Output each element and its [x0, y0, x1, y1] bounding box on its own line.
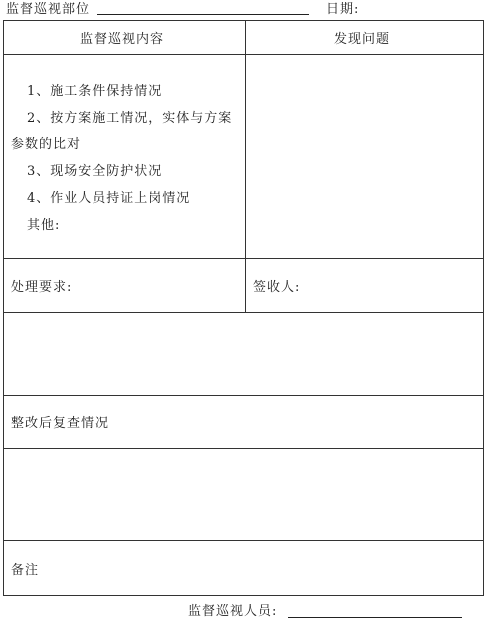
handling-requirement-field[interactable] — [4, 313, 483, 394]
receiver-label: 签收人: — [253, 280, 301, 295]
content-item-4: 4、作业人员持证上岗情况 — [27, 191, 191, 206]
remarks-label: 备注 — [11, 563, 40, 578]
inspector-field[interactable] — [288, 617, 462, 618]
date-label: 日期: — [326, 2, 360, 17]
content-item-1: 1、施工条件保持情况 — [27, 84, 163, 99]
inspector-label: 监督巡视人员: — [188, 604, 278, 619]
location-field[interactable] — [97, 14, 309, 15]
issues-found-field[interactable] — [246, 55, 483, 257]
content-column-header: 监督巡视内容 — [80, 32, 165, 47]
content-item-3: 3、现场安全防护状况 — [27, 164, 163, 179]
content-row-divider — [3, 258, 484, 259]
recheck-field[interactable] — [4, 449, 483, 539]
handling-body-divider — [3, 395, 484, 396]
location-label: 监督巡视部位 — [6, 2, 91, 17]
issues-column-header: 发现问题 — [334, 32, 391, 47]
content-item-2-cont: 参数的比对 — [11, 137, 82, 152]
recheck-label: 整改后复查情况 — [11, 416, 110, 431]
recheck-body-divider — [3, 540, 484, 541]
content-item-other: 其他: — [27, 218, 61, 233]
content-item-2: 2、按方案施工情况，实体与方案 — [27, 111, 233, 126]
handling-requirement-label: 处理要求: — [11, 280, 73, 295]
